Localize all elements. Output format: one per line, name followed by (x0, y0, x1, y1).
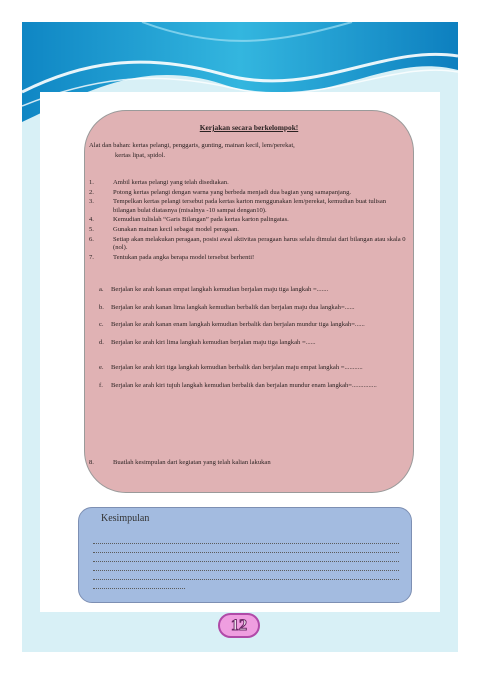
step-number: 1. (89, 179, 94, 186)
writing-line (93, 553, 399, 562)
step-number: 5. (89, 225, 94, 233)
sub-step-text: Berjalan ke arah kanan empat langkah kemudian berjalan maju tiga langkah =....... (111, 286, 329, 293)
step-text: Tempelkan kertas pelangi tersebut pada kertas karton menggunakan lem/perekat, kemudian buat tulisan bilangan bulat diatasnya (misalnya -10 sampai dengan10). (113, 198, 387, 214)
sub-step-text: Berjalan ke arah kiri lima langkah kemudian berjalan maju tiga langkah =...... (111, 338, 316, 346)
step-number: 2. (89, 188, 94, 196)
writing-line (93, 571, 399, 580)
step-number: 4. (89, 216, 94, 224)
writing-line (93, 562, 399, 571)
sub-step-item (99, 339, 399, 348)
steps-list (89, 179, 407, 263)
sub-step-item (99, 364, 399, 373)
step-text: Tentukan pada angka berapa model tersebut berhenti! (113, 253, 255, 261)
step-text: Gunakan mainan kecil sebagai model peragaan. (113, 225, 239, 233)
step-number: 8. (89, 459, 94, 466)
writing-line (93, 580, 185, 589)
sub-step-letter: a. (99, 286, 104, 293)
sub-step-text: Berjalan ke arah kiri tiga langkah kemudian berbalik dan berjalan maju empat langkah =........... (111, 364, 363, 372)
sub-step-text: Berjalan ke arah kanan enam langkah kemudian berbalik dan berjalan mundur tiga langkah=...... (111, 321, 365, 329)
sub-step-item (99, 382, 399, 391)
sub-step-letter: e. (99, 364, 104, 372)
step-number: 6. (89, 235, 94, 243)
writing-line (93, 544, 399, 553)
materials-line-1: Alat dan bahan: kertas pelangi, penggaris, gunting, mainan kecil, lem/perekat, (89, 142, 295, 149)
group-task-card (84, 110, 414, 493)
step-number: 7. (89, 253, 94, 261)
sub-step-item (99, 321, 399, 330)
summary-writing-lines (93, 535, 399, 589)
step-item (89, 189, 407, 198)
step-text: Buatlah kesimpulan dari kegiatan yang telah kalian lakukan (113, 459, 271, 466)
sub-step-text: Berjalan ke arah kanan lima langkah kemudian berbalik dan berjalan maju dua langkah=...... (111, 303, 355, 311)
sub-step-letter: f. (99, 381, 103, 389)
sub-step-letter: c. (99, 321, 104, 329)
step-item (89, 198, 407, 215)
step-number: 3. (89, 198, 94, 206)
step-text: Kemudian tulislah “Garis Bilangan” pada kertas karton palingatas. (113, 216, 289, 224)
page-number-badge: 12 (218, 613, 260, 638)
sub-step-item (99, 304, 399, 313)
step-item (89, 459, 399, 468)
step-text: Potong kertas pelangi dengan warna yang berbeda menjadi dua bagian yang samapanjang. (113, 188, 352, 196)
task-title: Kerjakan secara berkelompok! (199, 123, 299, 132)
sub-step-text: Berjalan ke arah kiri tujuh langkah kemudian berbalik dan berjalan mundur enam langkah=............... (111, 381, 377, 389)
writing-line (93, 535, 399, 544)
step-text: Setiap akan melakukan peragaan, posisi awal aktivitas peragaan harus selalu dimulai dari bilangan atau skala 0 (nol). (113, 235, 406, 252)
step-item (89, 254, 407, 263)
step-text: Ambil kertas pelangi yang telah disediakan. (113, 179, 229, 186)
materials-text (89, 141, 389, 160)
step-item (89, 179, 407, 188)
step-item (89, 236, 407, 253)
step-item (89, 226, 407, 235)
step-item (89, 216, 407, 225)
sub-step-item (99, 286, 399, 295)
sub-step-letter: d. (99, 338, 104, 346)
summary-box (78, 507, 412, 603)
sub-step-letter: b. (99, 303, 104, 311)
sub-steps-list (99, 286, 399, 391)
materials-line-2: kertas lipat, spidol. (115, 151, 166, 159)
summary-title: Kesimpulan (101, 513, 150, 524)
